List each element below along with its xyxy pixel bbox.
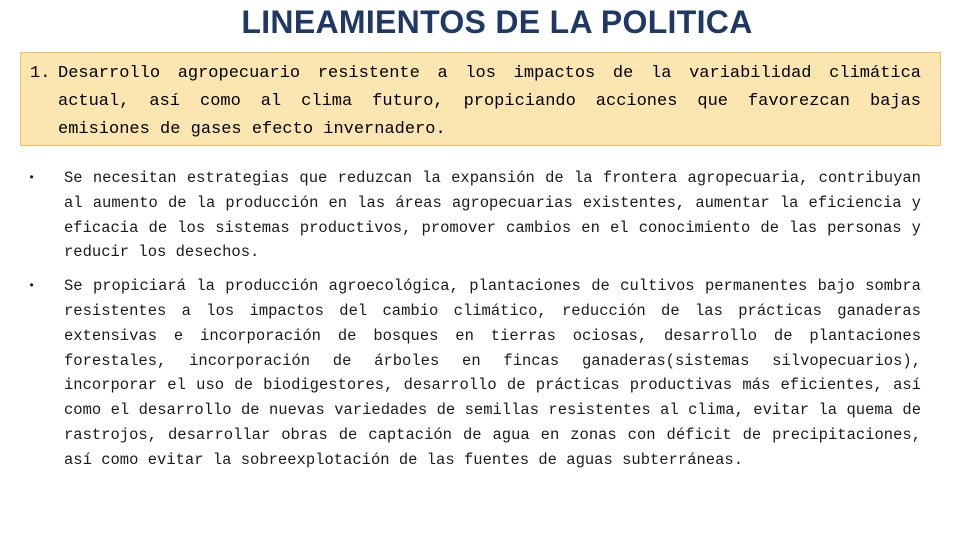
policy-highlight-box — [20, 52, 941, 146]
bullet-item — [28, 166, 921, 265]
policy-item — [30, 60, 921, 144]
bullet-text: Se necesitan estrategias que reduzcan la expansión de la frontera agropecuaria, contribuyan al aumento de la producción en las áreas agropecuarias existentes, aumentar la eficiencia y eficacia de los sistemas productivos, promover cambios en el conocimiento de las personas y reducir los desechos. — [64, 169, 921, 262]
bullet-icon: • — [28, 171, 36, 185]
bullet-icon: • — [28, 279, 36, 294]
page-title: LINEAMIENTOS DE LA POLITICA — [241, 4, 753, 40]
policy-number: 1. — [30, 64, 51, 83]
bullet-item — [28, 274, 921, 472]
bullet-list — [28, 166, 921, 482]
bullet-text: Se propiciará la producción agroecológica, plantaciones de cultivos permanentes bajo sombra resistentes a los impactos del cambio climático, reducción de las prácticas ganaderas extensivas e incorporación de bosques en tierras ociosas, desarrollo de plantaciones forestales, incorporación de árboles en fincas ganaderas(sistemas silvopecuarios), incorporar el uso de biodigestores, desarrollo de prácticas productivas más eficientes, así como el desarrollo de nuevas variedades de semillas resistentes al clima, evitar la quema de rastrojos, desarrollar obras de captación de agua en zonas con déficit de precipitaciones, así como evitar la sobreexplotación de las fuentes de aguas subterráneas. — [64, 277, 921, 469]
policy-text: Desarrollo agropecuario resistente a los impactos de la variabilidad climática actual, así como al clima futuro, propiciando acciones que favorezcan bajas emisiones de gases efecto invernadero. — [58, 64, 921, 139]
